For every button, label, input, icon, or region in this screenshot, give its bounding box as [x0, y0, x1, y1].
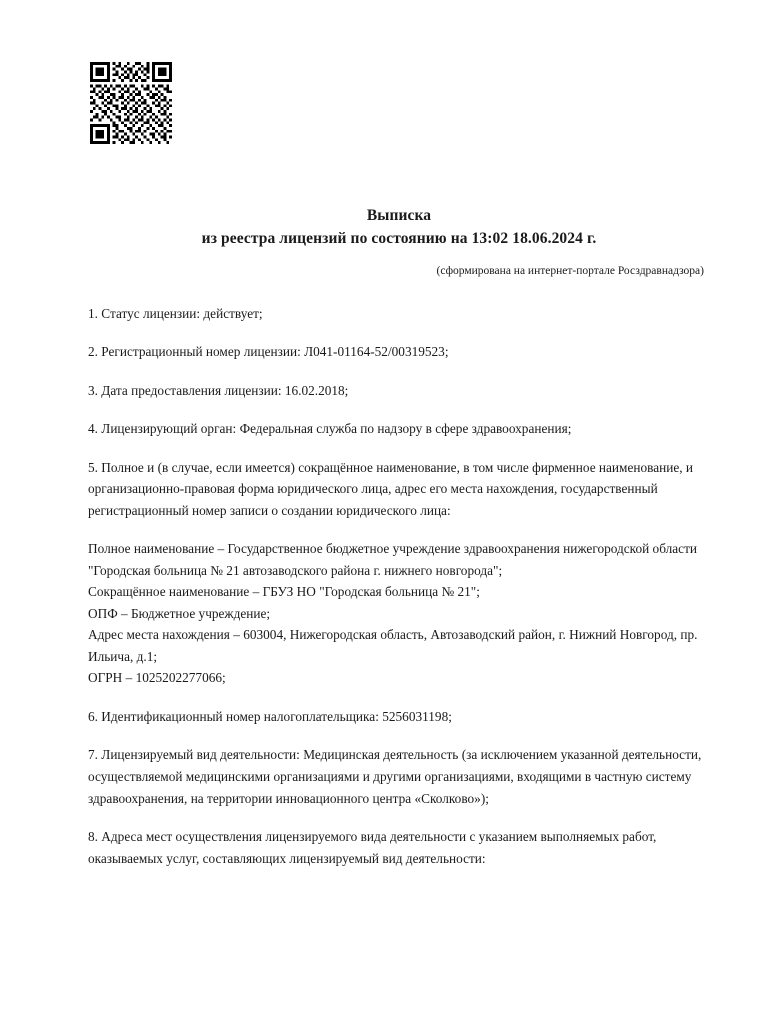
clause-5: 5. Полное и (в случае, если имеется) сокращённое наименование, в том числе фирменное наименование, и организационно-правовая форма юридического лица, адрес его места нахождения, государственный регистрационный номер записи о создании юридического лица: — [88, 459, 694, 518]
clause-2: 2. Регистрационный номер лицензии: Л041-01164-52/00319523; — [88, 344, 449, 360]
entity-full-name: Полное наименование – Государственное бюджетное учреждение здравоохранения нижегородской области "Городская больница № 21 автозаводского района г. нижнего новгорода"; — [88, 541, 697, 578]
entity-legal-form: ОПФ – Бюджетное учреждение; — [88, 605, 271, 621]
document-title — [88, 204, 710, 251]
qr-code-icon — [90, 62, 172, 144]
qr-code-svg — [90, 62, 172, 144]
clause-3: 3. Дата предоставления лицензии: 16.02.2018; — [88, 382, 349, 398]
title-line-2: из реестра лицензий по состоянию на 13:02 18.06.2024 г. — [201, 230, 597, 248]
clause-6: 6. Идентификационный номер налогоплательщика: 5256031198; — [88, 708, 452, 724]
clause-4: 4. Лицензирующий орган: Федеральная служба по надзору в сфере здравоохранения; — [88, 421, 572, 437]
entity-address: Адрес места нахождения – 603004, Нижегородская область, Автозаводский район, г. Нижний Новгород, пр. Ильича, д.1; — [88, 627, 698, 664]
clause-7: 7. Лицензируемый вид деятельности: Медицинская деятельность (за исключением указанной деятельности, осуществляемой медицинскими организациями и другими организациями, входящими в частную систему здравоохранения, на территории инновационного центра «Сколково»); — [88, 747, 702, 806]
entity-ogrn: ОГРН – 1025202277066; — [88, 670, 226, 686]
clause-8: 8. Адреса мест осуществления лицензируемого вида деятельности с указанием выполняемых работ, оказываемых услуг, составляющих лицензируемый вид деятельности: — [88, 829, 657, 866]
title-line-1: Выписка — [366, 207, 432, 224]
document-subtitle: (сформирована на интернет-портале Росздравнадзора) — [436, 264, 704, 277]
entity-short-name: Сокращённое наименование – ГБУЗ НО "Городская больница № 21"; — [88, 584, 480, 600]
clause-1: 1. Статус лицензии: действует; — [88, 305, 263, 321]
entity-details — [88, 538, 710, 689]
document-body — [88, 303, 710, 870]
